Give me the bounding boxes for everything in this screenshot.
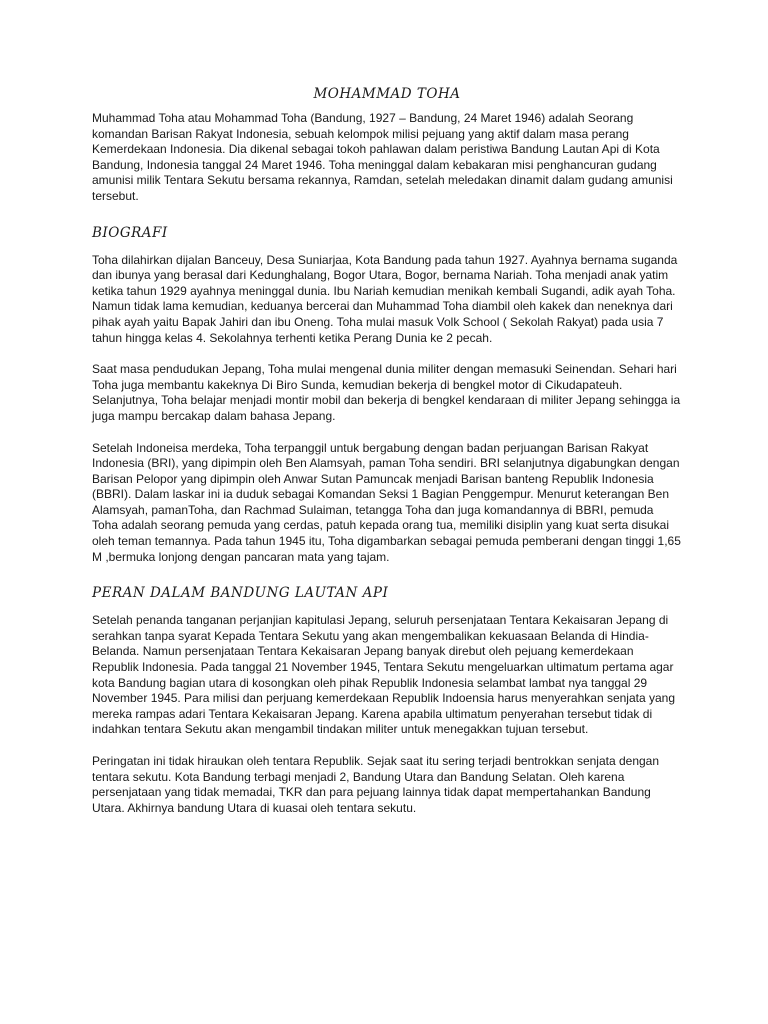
section-heading-peran: PERAN DALAM BANDUNG LAUTAN API [92,585,389,602]
biografi-paragraph-1: Toha dilahirkan dijalan Banceuy, Desa Suniarjaa, Kota Bandung pada tahun 1927. Ayahnya bernama suganda dan ibunya yang berasal dari Kedunghalang, Bogor Utara, Bogor, bernama Nariah. Toha menjadi anak yatim ketika tahun 1929 ayahnya meninggal dunia. Ibu Nariah kemudian menikah kembali Sugandi, adik ayah Toha. Namun tidak lama kemudian, keduanya bercerai dan Muhammad Toha diambil oleh kakek dan neneknya dari pihak ayah yaitu Bapak Jahiri dan ibu Oneng. Toha mulai masuk Volk School ( Sekolah Rakyat) pada usia 7 tahun hingga kelas 4. Sekolahnya terhenti ketika Perang Dunia ke 2 pecah. [92,252,678,345]
peran-paragraph-1: Setelah penanda tanganan perjanjian kapitulasi Jepang, seluruh persenjataan Tentara Kekaisaran Jepang di serahkan tanpa syarat Kepada Tentara Sekutu yang akan mengembalikan kekuasaan Belanda di Hindia-Belanda. Namun persenjataan Tentara Kekaisaran Jepang banyak direbut oleh pejuang kemerdekaan Republik Indonesia. Pada tanggal 21 November 1945, Tentara Sekutu mengeluarkan ultimatum pertama agar kota Bandung bagian utara di kosongkan oleh pihak Republik Indonesia selambat lambat nya tanggal 29 November 1945. Para milisi dan perjuang kemerdekaan Republik Indoensia harus menyerahkan senjata yang mereka rampas adari Tentara Kekaisaran Jepang. Karena apabila ultimatum penyerahan tersebut tidak di indahkan tentara Sekutu akan mengambil tindakan militer untuk menegakkan tujuan tersebut. [92,613,676,737]
peran-paragraph-2: Peringatan ini tidak hiraukan oleh tentara Republik. Sejak saat itu sering terjadi bentrokkan senjata dengan tentara sekutu. Kota Bandung terbagi menjadi 2, Bandung Utara dan Bandung Selatan. Oleh karena persenjataan yang tidak memadai, TKR dan para pejuang lainnya tidak dapat mempertahankan Bandung Utara. Akhirnya bandung Utara di kuasai oleh tentara sekutu. [92,754,660,815]
page-title: MOHAMMAD TOHA [313,86,461,102]
biografi-paragraph-3: Setelah Indoneisa merdeka, Toha terpanggil untuk bergabung dengan badan perjuangan Barisan Rakyat Indonesia (BRI), yang dipimpin oleh Ben Alamsyah, paman Toha sendiri. BRI selanjutnya digabungkan dengan Barisan Pelopor yang dipimpin oleh Anwar Sutan Pamuncak menjadi Barisan banteng Republik Indonesia (BBRI). Dalam laskar ini ia duduk sebagai Komandan Seksi 1 Bagian Penggempur. Menurut keterangan Ben Alamsyah, pamanToha, dan Rachmad Sulaiman, tetangga Toha dan juga komandannya di BBRI, pemuda Toha adalah seorang pemuda yang cerdas, patuh kepada orang tua, memiliki disiplin yang kuat serta disukai oleh teman temannya. Pada tahun 1945 itu, Toha digambarkan sebagai pemuda pemberani dengan tinggi 1,65 M ,bermuka lonjong dengan pancaran mata yang tajam. [92,440,681,564]
document-page [92,86,682,832]
intro-paragraph: Muhammad Toha atau Mohammad Toha (Bandung, 1927 – Bandung, 24 Maret 1946) adalah Seorang komandan Barisan Rakyat Indonesia, sebuah kelompok milisi pejuang yang aktif dalam masa perang Kemerdekaan Indonesia. Dia dikenal sebagai tokoh pahlawan dalam peristiwa Bandung Lautan Api di Kota Bandung, Indonesia tanggal 24 Maret 1946. Toha meninggal dalam kebakaran misi penghancuran gudang amunisi milik Tentara Sekutu bersama rekannya, Ramdan, setelah meledakan dinamit dalam gudang amunisi tersebut. [92,111,673,203]
biografi-paragraph-2: Saat masa pendudukan Jepang, Toha mulai mengenal dunia militer dengan memasuki Seinendan. Sehari hari Toha juga membantu kakeknya Di Biro Sunda, kemudian bekerja di bengkel motor di Cikudapateuh. Selanjutnya, Toha belajar menjadi montir mobil dan bekerja di bengkel kendaraan di militer Jepang sehingga ia juga mampu bercakap dalam bahasa Jepang. [92,362,681,423]
section-heading-biografi: BIOGRAFI [92,224,168,241]
